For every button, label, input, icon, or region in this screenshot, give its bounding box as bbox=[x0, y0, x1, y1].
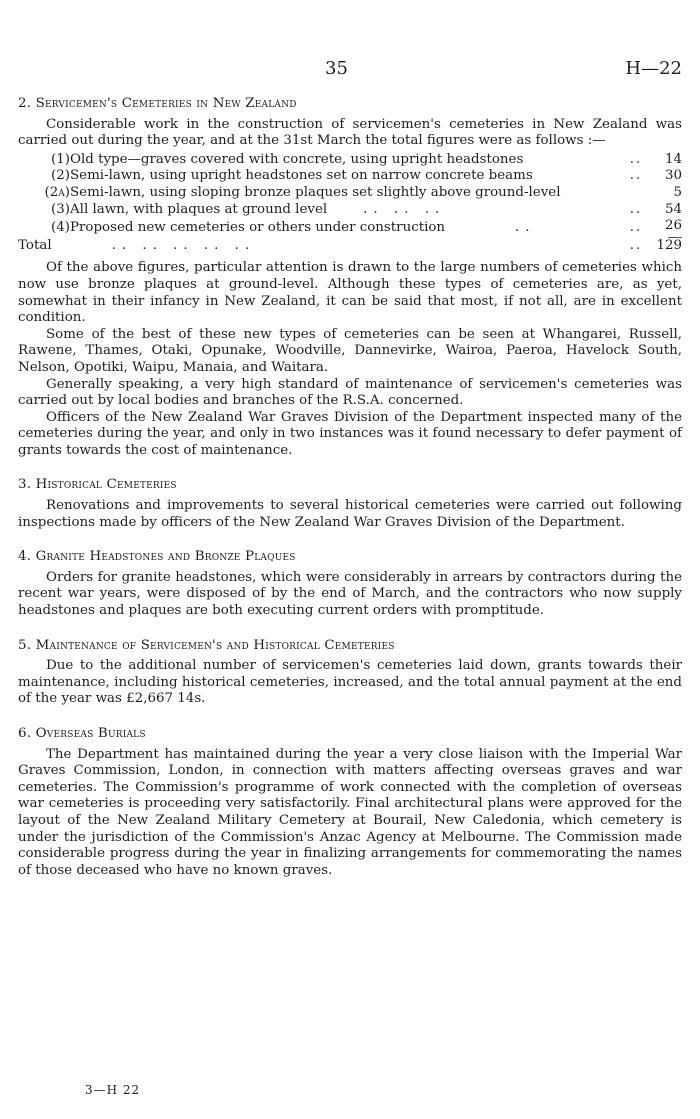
paragraph: Orders for granite headstones, which were considerably in arrears by contractors during the recent war years, were disposed of by the end of March, and the contractors who now supply headstones and plaques are both executing current orders with promptitude. bbox=[18, 569, 682, 619]
total-label-cell bbox=[18, 238, 616, 255]
item-value: 30 bbox=[664, 168, 682, 184]
section-heading: 5. Maintenance of Servicemen's and Historical Cemeteries bbox=[18, 637, 395, 653]
cemetery-figures-table bbox=[18, 152, 682, 255]
leader-dots: .. bbox=[629, 237, 643, 253]
paragraph: Renovations and improvements to several historical cemeteries were carried out following inspections made by officers of the New Zealand War Graves Division of the Department. bbox=[18, 498, 682, 530]
item-text bbox=[70, 202, 616, 219]
item-text: Semi-lawn, using upright headstones set on narrow concrete beams bbox=[70, 168, 533, 184]
item-label: (1) bbox=[51, 151, 70, 167]
total-label: Total bbox=[18, 237, 52, 253]
section-heading: 4. Granite Headstones and Bronze Plaques bbox=[18, 549, 296, 565]
section-maintenance bbox=[18, 638, 682, 708]
leader-dots: .. bbox=[629, 201, 643, 217]
section-historical-cemeteries bbox=[18, 477, 682, 531]
section-servicemens-cemeteries bbox=[18, 96, 682, 459]
section-heading: 6. Overseas Burials bbox=[18, 726, 146, 741]
leader-dots: .. bbox=[629, 168, 643, 184]
item-value: 5 bbox=[673, 184, 682, 200]
page-content bbox=[18, 96, 682, 897]
leader-dots bbox=[616, 185, 656, 202]
item-text-value: All lawn, with plaques at ground level bbox=[70, 201, 328, 217]
leader-dots: .. bbox=[515, 219, 536, 235]
paragraph: Due to the additional number of servicemen's cemeteries laid down, grants towards their maintenance, including historical cemeteries, increased, and the total annual payment at the end of the year was £2,667 14s. bbox=[18, 658, 682, 707]
item-value: 14 bbox=[664, 151, 682, 167]
item-label: (3) bbox=[51, 201, 70, 217]
item-text-value: Proposed new cemeteries or others under construction bbox=[70, 219, 446, 235]
table-row bbox=[18, 185, 682, 202]
leader-dots: .. bbox=[629, 151, 643, 167]
table-row bbox=[18, 152, 682, 169]
paragraph: Generally speaking, a very high standard of maintenance of servicemen's cemeteries was carried out by local bodies and branches of the R.S.A. concerned. bbox=[18, 376, 682, 409]
leader-dots: .. .. .. .. .. bbox=[111, 237, 256, 253]
table-row-total bbox=[18, 238, 682, 255]
table-row bbox=[18, 202, 682, 219]
leader-dots: .. bbox=[629, 219, 643, 235]
total-value: 129 bbox=[656, 237, 682, 253]
item-text: Semi-lawn, using sloping bronze plaques set slightly above ground-level bbox=[70, 184, 561, 200]
item-value-text: 26 bbox=[664, 218, 682, 234]
document-code: H—22 bbox=[625, 58, 682, 79]
item-value bbox=[656, 218, 682, 238]
section-intro: Considerable work in the construction of servicemen's cemeteries in New Zealand was carried out during the year, and at the 31st March the total figures were as follows :— bbox=[18, 116, 682, 149]
paragraph: Officers of the New Zealand War Graves Division of the Department inspected many of the cemeteries during the year, and only in two instances was it found necessary to defer payment of grants towards the cost of maintenance. bbox=[18, 409, 682, 458]
paragraph: The Department has maintained during the year a very close liaison with the Imperial War Graves Commission, London, in connection with matters affecting overseas graves and war cemeteries. The Commission's programme of work connected with the completion of overseas war cemeteries is proceeding very satisfactorily. Final architectural plans were approved for the layout of the New Zealand Military Cemetery at Bourail, New Caledonia, which cemetery is under the jurisdiction of the Commission's Anzac Agency at Melbourne. The Commission made considerable progress during the year in finalizing arrangements for commemorating the names of those deceased who have no known graves. bbox=[18, 746, 682, 878]
paragraph: Of the above figures, particular attention is drawn to the large numbers of cemeteries which now use bronze plaques at ground-level. Although these types of cemeteries are, as yet, somewhat in their infancy in New Zealand, it can be said that most, if not all, are in excellent condition. bbox=[18, 260, 682, 326]
leader-dots: .. .. .. bbox=[363, 201, 446, 217]
section-granite-headstones bbox=[18, 549, 682, 619]
item-text bbox=[70, 218, 616, 238]
section-overseas-burials bbox=[18, 726, 682, 879]
item-label: (2) bbox=[51, 168, 70, 184]
table-row bbox=[18, 168, 682, 185]
item-text: Old type—graves covered with concrete, using upright headstones bbox=[70, 151, 524, 167]
item-value: 54 bbox=[664, 201, 682, 217]
item-label: (4) bbox=[51, 219, 70, 235]
signature-code: 3—H 22 bbox=[85, 1083, 141, 1097]
section-heading: 2. Servicemen's Cemeteries in New Zealand bbox=[18, 96, 297, 111]
table-row bbox=[18, 218, 682, 238]
paragraph: Some of the best of these new types of cemeteries can be seen at Whangarei, Russell, Rawene, Thames, Otaki, Opunake, Woodville, Dannevirke, Wairoa, Paeroa, Havelock South, Nelson, Opotiki, Waipu, Manaia, and Waitara. bbox=[18, 326, 682, 375]
section-heading: 3. Historical Cemeteries bbox=[18, 477, 177, 493]
item-label: (2a) bbox=[44, 184, 70, 200]
page-number: 35 bbox=[325, 58, 348, 79]
